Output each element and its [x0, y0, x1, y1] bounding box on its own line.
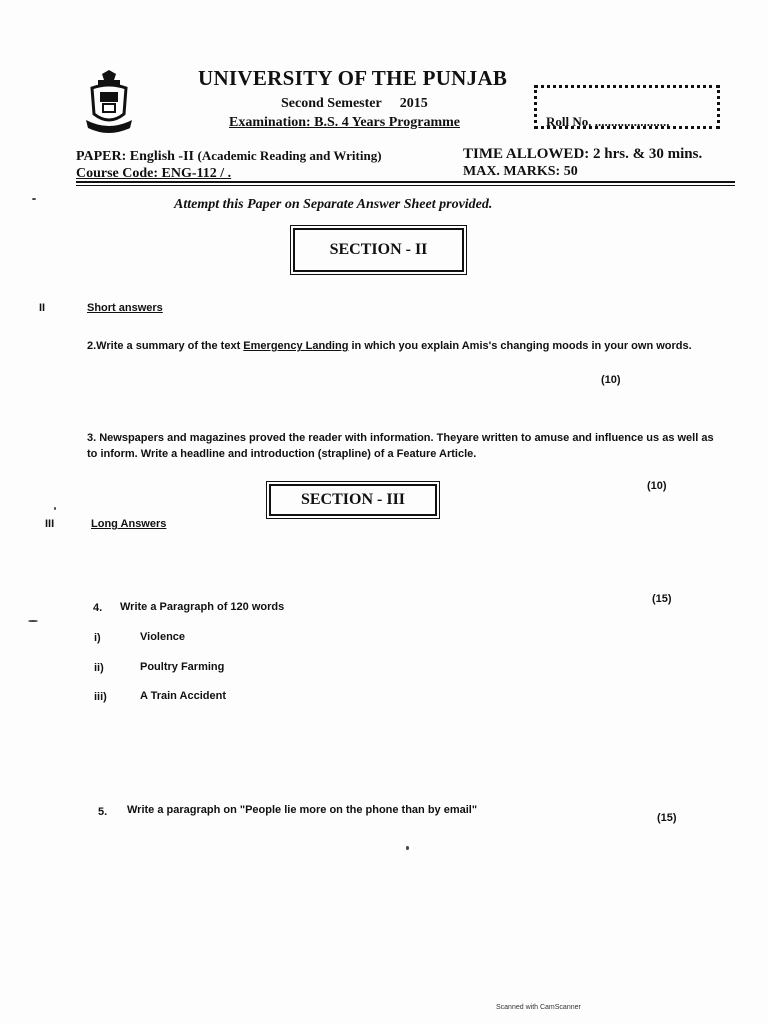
list-item-number: iii)	[94, 691, 107, 703]
course-code: Course Code: ENG-112 / .	[76, 166, 232, 181]
university-crest-icon	[84, 70, 134, 140]
paper-label: PAPER: English -II	[76, 149, 194, 164]
section-2-roman: II	[39, 302, 46, 314]
section-3-heading: Long Answers	[91, 518, 167, 530]
question-4-number: 4.	[93, 602, 103, 614]
question-2-suffix: in which you explain Amis's changing moods in your own words.	[348, 340, 692, 352]
section-2-heading: Short answers	[87, 302, 163, 314]
paper-subtitle: (Academic Reading and Writing)	[197, 148, 382, 163]
question-4-marks: (15)	[652, 593, 672, 605]
scan-speck	[32, 198, 36, 200]
question-2-prefix: 2.Write a summary of the text	[87, 340, 244, 352]
section-3-title: SECTION - III	[269, 484, 437, 516]
list-item: A Train Accident	[140, 690, 226, 702]
scan-speck	[406, 846, 409, 850]
question-2-text-title: Emergency Landing	[243, 340, 349, 352]
examination-line	[229, 115, 460, 131]
list-item-number: ii)	[94, 662, 104, 674]
question-5-number: 5.	[98, 806, 108, 818]
time-allowed: TIME ALLOWED: 2 hrs. & 30 mins.	[463, 146, 703, 162]
section-2-title: SECTION - II	[293, 228, 464, 272]
exam-year: 2015	[399, 96, 428, 111]
header-divider-thin	[76, 185, 735, 186]
header-divider	[76, 181, 735, 183]
scanner-watermark: Scanned with CamScanner	[496, 1004, 581, 1011]
question-2	[87, 338, 717, 354]
question-5-text: Write a paragraph on "People lie more on the phone than by email"	[127, 804, 478, 816]
list-item-number: i)	[94, 632, 101, 644]
semester-line	[281, 96, 428, 112]
list-item: Poultry Farming	[140, 661, 225, 673]
question-3: 3. Newspapers and magazines proved the reader with information. Theyare written to amuse and influence us as well as to inform. Write a headline and introduction (strapline) of a Feature Article.	[87, 432, 714, 460]
section-3-roman: III	[45, 518, 55, 530]
question-4-text: Write a Paragraph of 120 words	[120, 601, 285, 613]
question-2-marks: (10)	[601, 374, 621, 386]
scan-speck	[28, 620, 38, 622]
question-5-marks: (15)	[657, 812, 677, 824]
semester-label: Second Semester	[281, 96, 382, 111]
examination-label: Examination: B.S. 4 Years Programme	[229, 115, 460, 130]
instruction-text: Attempt this Paper on Separate Answer Sheet provided.	[174, 197, 493, 212]
paper-title	[76, 148, 382, 165]
max-marks: MAX. MARKS: 50	[463, 164, 578, 179]
roll-number-field[interactable]: Roll No. .......................	[546, 114, 670, 129]
university-title: UNIVERSITY OF THE PUNJAB	[198, 66, 508, 90]
scan-speck	[54, 507, 56, 510]
list-item: Violence	[140, 631, 186, 643]
question-3-marks: (10)	[647, 480, 667, 492]
